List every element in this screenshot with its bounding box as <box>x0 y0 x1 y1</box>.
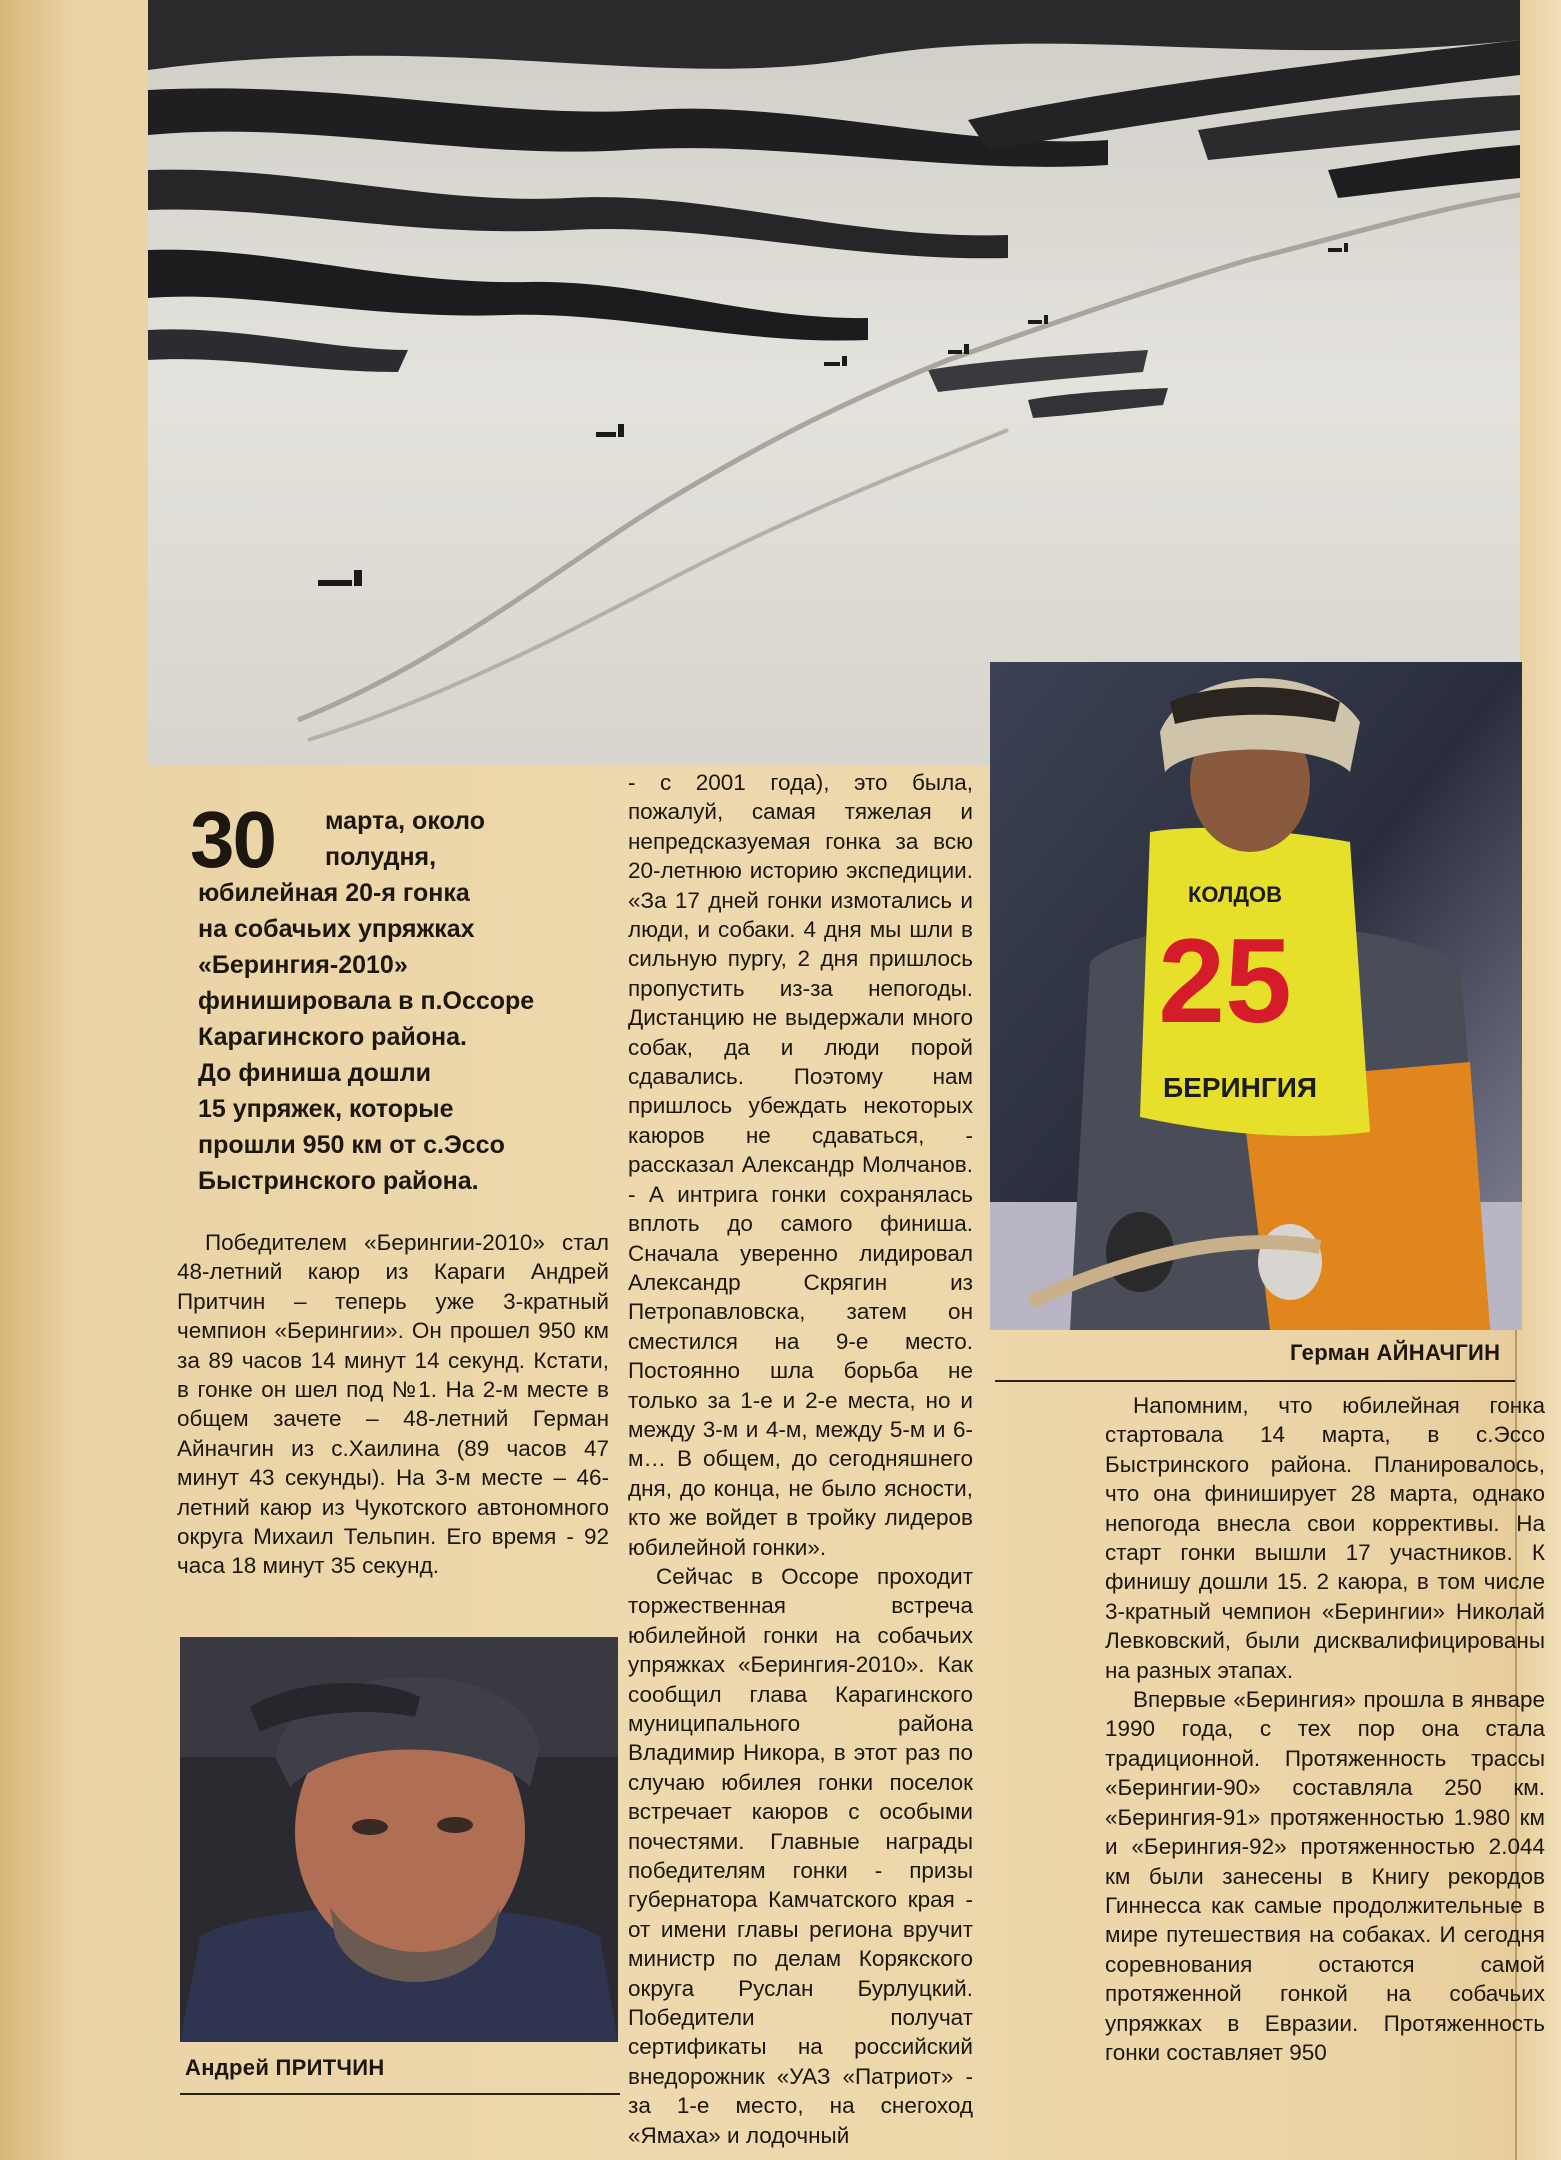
german-portrait-photo <box>990 662 1522 1330</box>
lead-line-5: «Берингия-2010» <box>198 951 408 979</box>
col3-paragraph-1: Напомним, что юбилейная гонка стартовала 14 марта, в с.Эссо Быстринского района. Планировалось, что она финиширует 28 марта, однако непогода внесла свои коррективы. На старт гонки вышли 17 участников. К финишу дошли 15. 2 каюра, в том числе 3-кратный чемпион «Берингии» Николай Левковский, были дисквалифицированы на разных этапах. <box>1105 1393 1545 1683</box>
bib-number: 25 <box>1158 914 1292 1048</box>
tundra-landscape-illustration <box>148 0 1520 765</box>
lead-line-6: финишировала в п.Оссоре <box>198 987 535 1015</box>
article-column-1 <box>177 1228 609 1581</box>
lead-line-10: прошли 950 км от с.Эссо <box>198 1131 505 1159</box>
col3-paragraph-2: Впервые «Берингия» прошла в январе 1990 года, с тех пор она стала традиционной. Протяженность трассы «Берингии-90» составляла 250 км. «Берингия-91» протяженностью 1.980 км и «Берингия-92» протяженностью 2.044 км были занесены в Книгу рекордов Гиннесса как самые продолжительные в мире путешествия на собаках. И сегодня соревнования остаются самой протяженной гонкой на собачьих упряжках в Евразии. Протяженность гонки составляет 950 <box>1105 1687 1545 2065</box>
caption-rule-german <box>995 1380 1515 1382</box>
lead-line-9: 15 упряжек, которые <box>198 1095 454 1123</box>
lead-line-3: юбилейная 20-я гонка <box>198 879 470 907</box>
lead-line-1: марта, около <box>325 807 485 835</box>
main-photo <box>148 0 1520 765</box>
caption-andrey: Андрей ПРИТЧИН <box>185 2055 385 2080</box>
andrey-portrait-photo <box>180 1637 618 2042</box>
col2-paragraph-1: - с 2001 года), это была, пожалуй, самая тяжелая и непредсказуемая гонка за всю 20-летнюю историю экспедиции. «За 17 дней гонки измотались и люди, и собаки. 4 дня мы шли в сильную пургу, 2 дня пришлось пропустить из-за непогоды. Дистанцию не выдержали много собак, да и люди порой сдавались. Поэтому нам пришлось убеждать некоторых каюров не сдаваться, - рассказал Александр Молчанов. - А интрига гонки сохранялась вплоть до самого финиша. Сначала уверенно лидировал Александр Скрягин из Петропавловска, затем он сместился на 9-е место. Постоянно шла борьба не только за 1-е и 2-е места, но и между 3-м и 4-м, между 5-м и 6-м… В общем, до сегодняшнего дня, до конца, не было ясности, кто же войдет в тройку лидеров юбилейной гонки». <box>628 770 973 1560</box>
lead-line-11: Быстринского района. <box>198 1167 479 1195</box>
andrey-portrait-illustration <box>180 1637 618 2042</box>
bib-sponsor-text: КОЛДОВ <box>1187 882 1283 907</box>
bib-race-name: БЕРИНГИЯ <box>1163 1072 1317 1103</box>
caption-german: Герман АЙНАЧГИН <box>1290 1340 1501 1365</box>
lead-drop-number: 30 <box>190 795 275 884</box>
article-column-2 <box>628 768 973 2150</box>
lead-line-2: полудня, <box>325 843 437 871</box>
lead-line-8: До финиша дошли <box>198 1059 431 1087</box>
german-portrait-illustration <box>990 662 1522 1330</box>
lead-line-7: Карагинского района. <box>198 1023 467 1051</box>
col1-paragraph: Победителем «Берингии-2010» стал 48-летний каюр из Караги Андрей Притчин – теперь уже 3-кратный чемпион «Берингии». Он прошел 950 км за 89 часов 14 минут 14 секунд. Кстати, в гонке он шел под №1. На 2-м месте в общем зачете – 48-летний Герман Айначгин из с.Хаилина (89 часов 47 минут 43 секунды). На 3-м месте – 46-летний каюр из Чукотского автономного округа Михаил Тельпин. Его время - 92 часа 18 минут 35 секунд. <box>177 1230 609 1579</box>
lead-line-4: на собачьих упряжках <box>198 915 475 943</box>
col2-paragraph-2: Сейчас в Оссоре проходит торжественная встреча юбилейной гонки на собачьих упряжках «Берингия-2010». Как сообщил глава Карагинского муниципального района Владимир Никора, в этот раз по случаю юбилея гонки поселок встречает каюров с особыми почестями. Главные награды победителям гонки - призы губернатора Камчатского края - от имени главы региона вручит министр по делам Корякского округа Руслан Бурлуцкий. Победители получат сертификаты на российский внедорожник «УАЗ «Патриот» - за 1-е место, на снегоход «Ямаха» и лодочный <box>628 1563 973 2148</box>
article-column-3 <box>1105 1391 1545 2067</box>
caption-rule-andrey <box>180 2093 620 2095</box>
